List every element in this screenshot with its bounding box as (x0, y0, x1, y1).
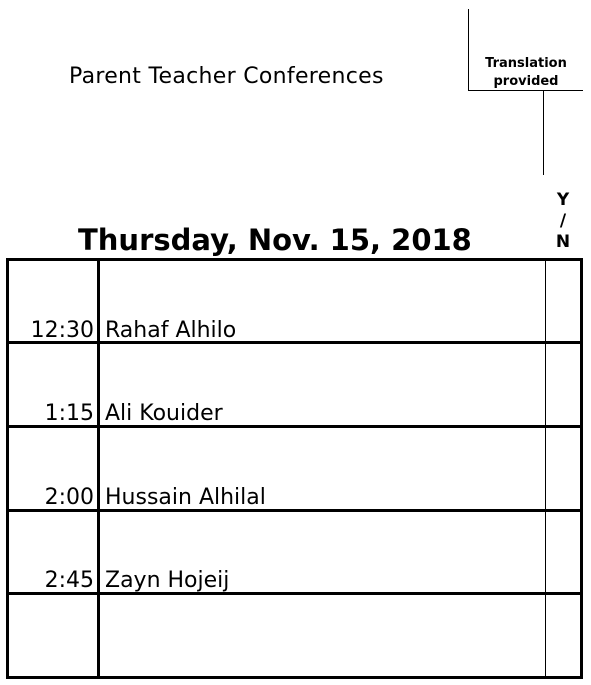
translation-checkbox-cell[interactable] (546, 261, 580, 344)
time-cell: 1:15 (44, 401, 94, 426)
translation-label (469, 55, 583, 91)
translation-checkbox-cell[interactable] (546, 511, 580, 594)
translation-column-connector (543, 91, 544, 175)
translation-header-box (468, 9, 583, 91)
table-row (9, 511, 580, 594)
date-heading: Thursday, Nov. 15, 2018 (78, 223, 472, 257)
table-row (9, 344, 580, 427)
table-row (9, 595, 580, 678)
translation-label-line2: provided (493, 74, 559, 89)
yes-no-header (549, 190, 577, 253)
page-title: Parent Teacher Conferences (69, 64, 384, 89)
time-cell: 2:00 (44, 485, 94, 510)
time-cell: 12:30 (30, 318, 94, 343)
yes-no-header-y: Y (556, 190, 570, 210)
table-row (9, 261, 580, 344)
yes-no-header-n: N (555, 232, 571, 252)
time-cell: 2:45 (44, 568, 94, 593)
translation-label-line1: Translation (485, 56, 567, 71)
schedule-table (6, 258, 583, 679)
yes-no-header-slash: / (559, 211, 567, 231)
student-name-cell: Ali Kouider (105, 401, 223, 426)
student-name-cell: Rahaf Alhilo (105, 318, 237, 343)
translation-checkbox-cell[interactable] (546, 344, 580, 427)
student-name-cell: Hussain Alhilal (105, 485, 266, 510)
table-row (9, 428, 580, 511)
student-name-cell: Zayn Hojeij (105, 568, 230, 593)
translation-checkbox-cell[interactable] (546, 428, 580, 511)
translation-checkbox-cell[interactable] (546, 595, 580, 678)
